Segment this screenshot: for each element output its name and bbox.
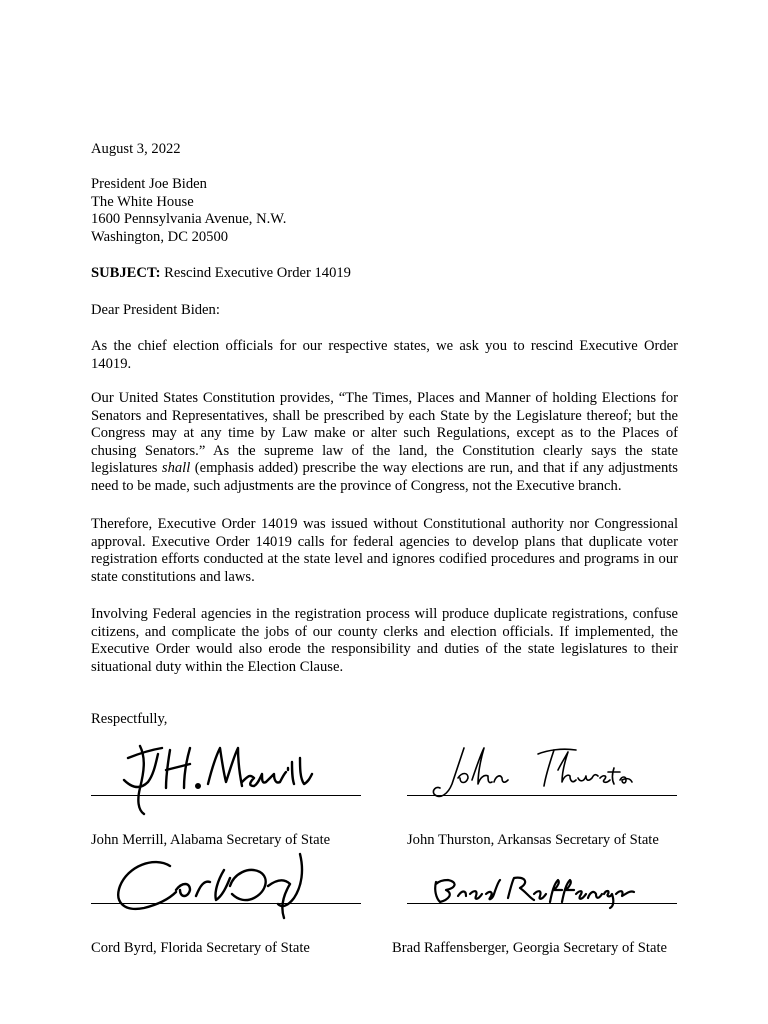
paragraph-2-part-1: Our United States Constitution provides, “The Times, Places and Manner of holding Elections for Senators and Representatives, shall be prescribed by each State by the Legislature thereof; but the Congress may at any time by Law make or alter such Regulations, except as to the Places of chusing Senators.” As the supreme law of the land, the Constitution clearly says the state legislatures xyxy=(91,390,678,477)
paragraph-2 xyxy=(91,390,678,496)
thurston-signature-line xyxy=(407,795,677,796)
byrd-signature-line xyxy=(91,903,361,904)
salutation: Dear President Biden: xyxy=(91,302,220,318)
raffensperger-signature xyxy=(430,872,640,910)
raffensperger-signature-line xyxy=(407,903,677,904)
paragraph-2-part-2: (emphasis added) prescribe the way elections are run, and that if any adjustments need to be made, such adjustments are the province of Congress, not the Executive branch. xyxy=(91,460,678,494)
subject-line xyxy=(91,265,351,283)
recipient-name: President Joe Biden xyxy=(91,176,207,192)
paragraph-3: Therefore, Executive Order 14019 was issued without Constitutional authority nor Congressional approval. Executive Order 14019 calls for federal agencies to develop plans that duplicate voter registration efforts conducted at the state level and ignores codified procedures and programs in our state constitutions and laws. xyxy=(91,516,678,585)
recipient-line-4: Washington, DC 20500 xyxy=(91,228,229,245)
recipient-line-3: 1600 Pennsylvania Avenue, N.W. xyxy=(91,211,287,228)
recipient-line-2: The White House xyxy=(91,193,194,210)
subject-text: Rescind Executive Order 14019 xyxy=(160,265,351,281)
paragraph-4: Involving Federal agencies in the registration process will produce duplicate registrations, confuse citizens, and complicate the jobs of our county clerks and election officials. If implemented, the Executive Order would also erode the responsibility and duties of the state legislatures to their situational duty within the Election Clause. xyxy=(91,606,678,675)
merrill-signature-line xyxy=(91,795,361,796)
raffensperger-caption: Brad Raffensberger, Georgia Secretary of State xyxy=(392,939,667,956)
closing: Respectfully, xyxy=(91,711,168,727)
letter-date: August 3, 2022 xyxy=(91,141,181,157)
paragraph-2-emphasis: shall xyxy=(161,460,191,477)
byrd-caption: Cord Byrd, Florida Secretary of State xyxy=(91,939,310,956)
thurston-caption: John Thurston, Arkansas Secretary of State xyxy=(407,831,659,848)
recipient-address xyxy=(91,176,286,246)
merrill-signature xyxy=(110,738,330,818)
subject-label: SUBJECT: xyxy=(91,265,161,281)
paragraph-1: As the chief election officials for our respective states, we ask you to rescind Executive Order 14019. xyxy=(91,338,678,372)
byrd-signature xyxy=(100,846,330,926)
merrill-caption: John Merrill, Alabama Secretary of State xyxy=(91,831,331,848)
